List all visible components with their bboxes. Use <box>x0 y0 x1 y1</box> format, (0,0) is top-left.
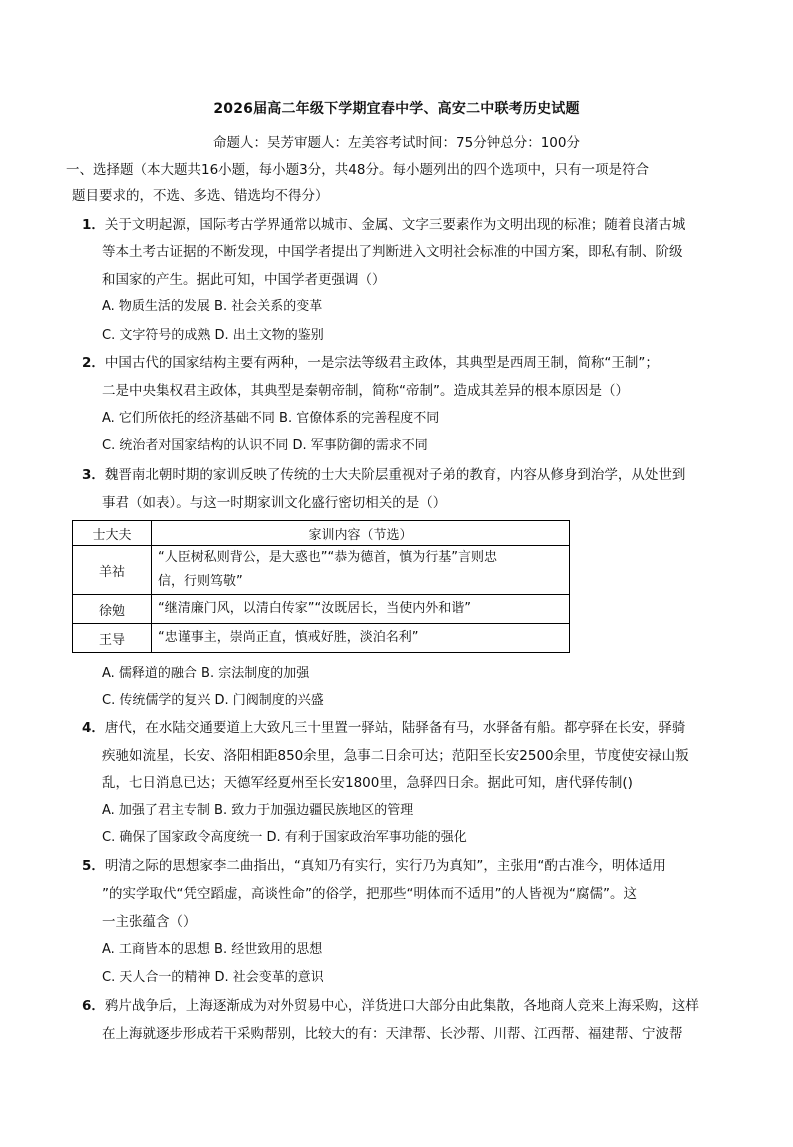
answer-options-row: A. 儒释道的融合 B. 宗法制度的加强 <box>102 666 310 681</box>
question-text-line: 魏晋南北朝时期的家训反映了传统的士大夫阶层重视对子弟的教育，内容从修身到治学，从处世到 <box>104 467 686 483</box>
question-4 <box>82 719 685 737</box>
scholar-name: 羊祜 <box>73 546 152 595</box>
section-instruction-line: 题目要求的，不选、多选、错选均不得分） <box>72 188 329 204</box>
exam-title: 2026届高二年级下学期宜春中学、高安二中联考历史试题 <box>213 101 580 117</box>
answer-options-row: A. 它们所依托的经济基础不同 B. 官僚体系的完善程度不同 <box>102 411 440 426</box>
question-text-line: 关于文明起源，国际考古学界通常以城市、金属、文字三要素作为文明出现的标准；随着良渚古城 <box>104 217 686 233</box>
table-row <box>73 624 570 653</box>
instruction-content-line: “人臣树私则背公，是大惑也”“恭为德首，慎为行基”言则忠 <box>158 550 497 565</box>
question-text-line: 唐代，在水陆交通要道上大致凡三十里置一驿站，陆驿备有马，水驿备有船。都亭驿在长安，驿骑 <box>104 720 686 736</box>
instruction-content <box>152 546 570 595</box>
answer-options-row: A. 物质生活的发展 B. 社会关系的变革 <box>102 299 323 314</box>
question-text-line: 鸦片战争后，上海逐渐成为对外贸易中心，洋货进口大部分由此集散，各地商人竞来上海采购，这样 <box>104 998 699 1014</box>
question-number: 6． <box>82 998 105 1014</box>
question-text-line: 中国古代的国家结构主要有两种，一是宗法等级君主政体，其典型是西周王制，简称“王制”； <box>104 355 659 371</box>
instruction-content: “忠谨事主，崇尚正直，慎戒好胜，淡泊名利” <box>152 624 570 653</box>
scholar-name: 王导 <box>73 624 152 653</box>
question-number: 5． <box>82 858 105 874</box>
table-header: 士大夫 <box>73 521 152 546</box>
question-text-line: 疾驰如流星，长安、洛阳相距850余里，急事二日余可达；范阳至长安2500余里，节度使安禄山叛 <box>102 748 689 764</box>
table-row <box>73 546 570 595</box>
question-text-line: 二是中央集权君主政体，其典型是秦朝帝制，简称“帝制”。造成其差异的根本原因是（） <box>102 383 629 399</box>
table-header: 家训内容（节选） <box>152 521 570 546</box>
question-number: 2． <box>82 355 105 371</box>
question-number: 1． <box>82 217 105 233</box>
section-instruction-line: 一、选择题（本大题共16小题，每小题3分，共48分。每小题列出的四个选项中，只有一项是符合 <box>66 162 649 178</box>
question-number: 3． <box>82 467 105 483</box>
question-text-line: 一主张蕴含（） <box>102 914 197 930</box>
question-1 <box>82 216 685 234</box>
instruction-content-line: 信，行则笃敬” <box>158 574 243 589</box>
question-text-line: 明清之际的思想家李二曲指出，“真知乃有实行，实行乃为真知”，主张用“酌古准今，明体适用 <box>104 858 666 874</box>
question-text-line: 和国家的产生。据此可知，中国学者更强调（） <box>102 272 386 288</box>
instruction-content: “继清廉门风，以清白传家”“汝既居长，当使内外和谐” <box>152 595 570 624</box>
table-header-row <box>73 521 570 546</box>
question-text-line: 事君（如表）。与这一时期家训文化盛行密切相关的是（） <box>102 495 447 511</box>
answer-options-row: C. 传统儒学的复兴 D. 门阀制度的兴盛 <box>102 693 324 708</box>
answer-options-row: A. 加强了君主专制 B. 致力于加强边疆民族地区的管理 <box>102 803 414 818</box>
answer-options-row: C. 确保了国家政令高度统一 D. 有利于国家政治军事功能的强化 <box>102 830 467 845</box>
question-text-line: 在上海就逐步形成若干采购帮别，比较大的有：天津帮、长沙帮、川帮、江西帮、福建帮、宁波帮 <box>102 1026 683 1042</box>
question-number: 4． <box>82 720 105 736</box>
question-3 <box>82 466 685 484</box>
question-text-line: 乱，七日消息已达；天德军经夏州至长安1800里，急驿四日余。据此可知，唐代驿传制() <box>102 775 633 791</box>
question-6 <box>82 997 699 1015</box>
answer-options-row: C. 天人合一的精神 D. 社会变革的意识 <box>102 970 324 985</box>
answer-options-row: A. 工商皆本的思想 B. 经世致用的思想 <box>102 942 323 957</box>
question-2 <box>82 354 659 372</box>
table-row <box>73 595 570 624</box>
question-text-line: 等本土考古证据的不断发现，中国学者提出了判断进入文明社会标准的中国方案，即私有制、阶级 <box>102 244 683 260</box>
question-text-line: ”的实学取代“凭空蹈虚，高谈性命”的俗学，把那些“明体而不适用”的人皆视为“腐儒”。这 <box>102 886 637 902</box>
answer-options-row: C. 文字符号的成熟 D. 出土文物的鉴别 <box>102 328 324 343</box>
family-instructions-table <box>72 520 570 653</box>
exam-subtitle: 命题人：吴芳审题人：左美容考试时间：75分钟总分：100分 <box>213 135 580 151</box>
answer-options-row: C. 统治者对国家结构的认识不同 D. 军事防御的需求不同 <box>102 438 428 453</box>
scholar-name: 徐勉 <box>73 595 152 624</box>
question-5 <box>82 857 666 875</box>
